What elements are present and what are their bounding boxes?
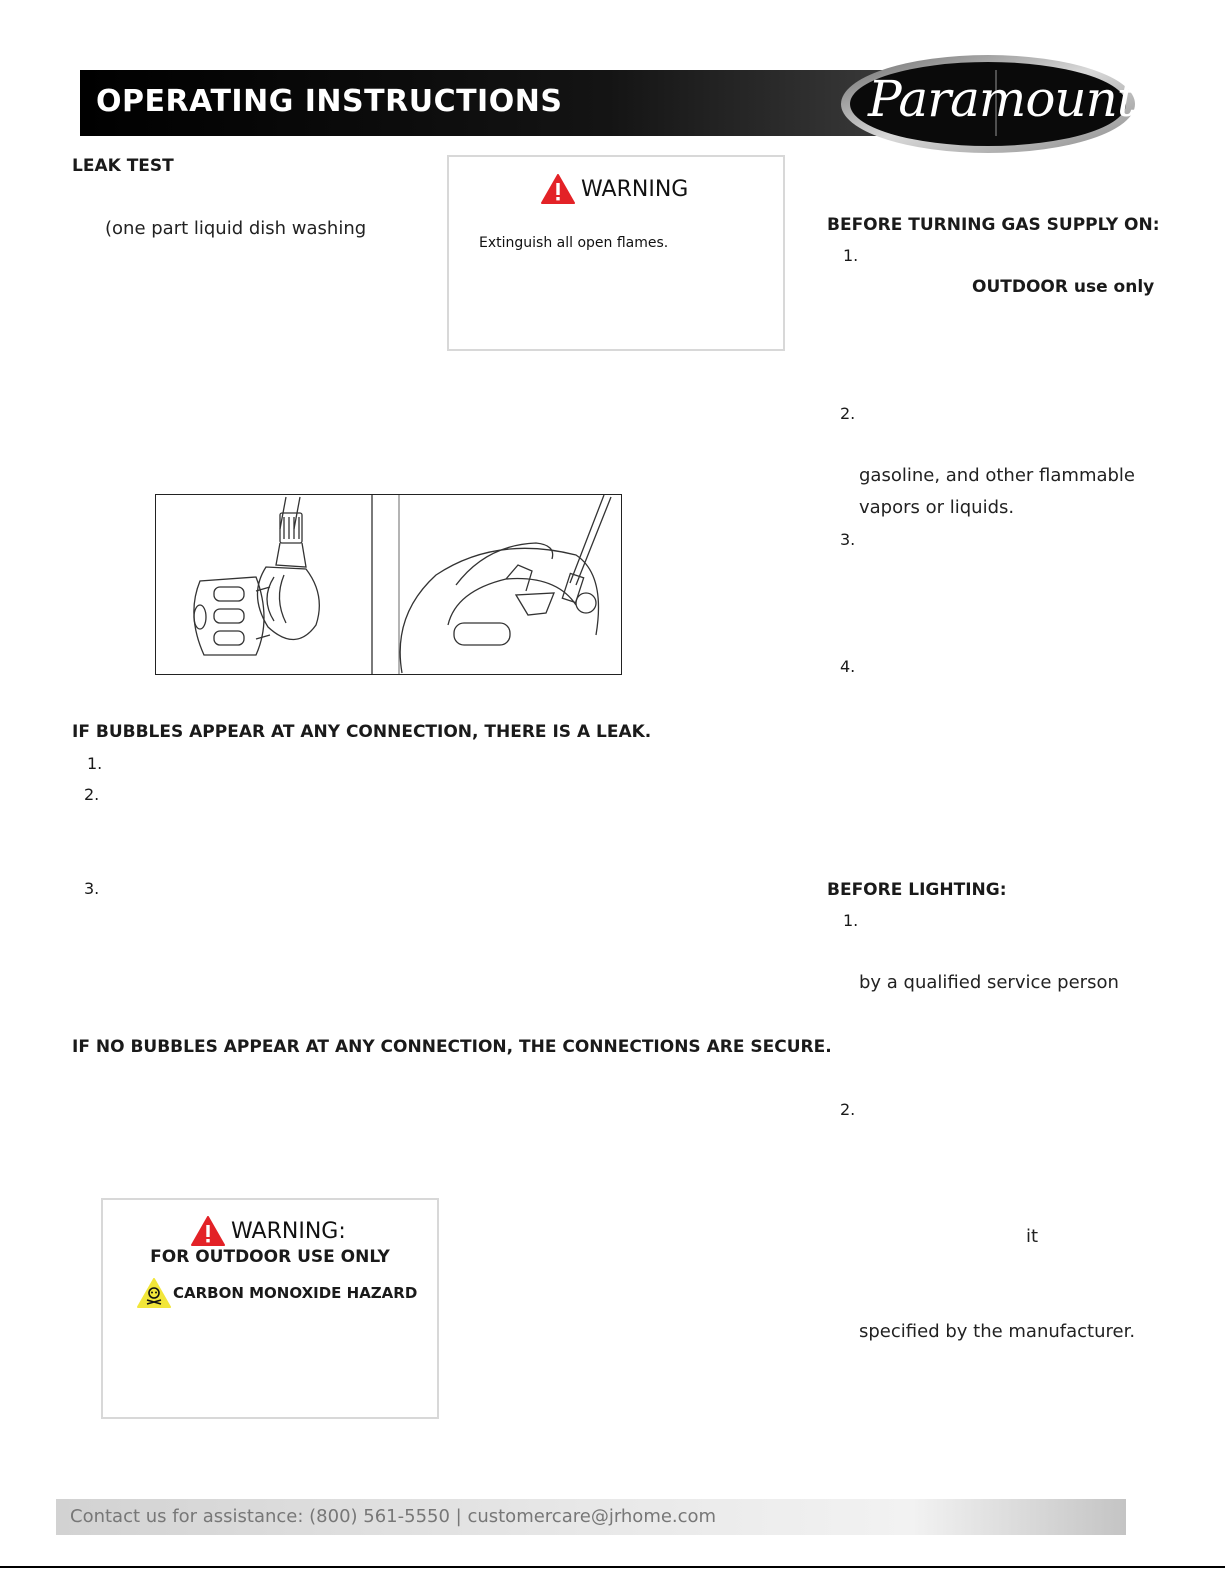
regulator-illustration xyxy=(156,495,621,674)
outdoor-use-only: OUTDOOR use only xyxy=(972,277,1155,297)
bubbles-secure-heading: IF NO BUBBLES APPEAR AT ANY CONNECTION, THE CONNECTIONS ARE SECURE. xyxy=(72,1037,832,1057)
warning-triangle-icon xyxy=(191,1216,225,1246)
outdoor-only-subtitle: FOR OUTDOOR USE ONLY xyxy=(150,1247,390,1267)
warning-title-2: WARNING: xyxy=(231,1218,346,1244)
before-gas-item-1-num: 1. xyxy=(843,246,859,265)
before-gas-heading: BEFORE TURNING GAS SUPPLY ON: xyxy=(827,215,1160,235)
leak-test-text: (one part liquid dish washing xyxy=(105,218,367,239)
co-hazard-row xyxy=(137,1278,417,1308)
warning-box-flames xyxy=(447,155,785,351)
bubbles-leak-item-2-num: 2. xyxy=(84,785,100,804)
before-gas-item-2-line-2: vapors or liquids. xyxy=(859,497,1015,518)
before-lighting-item-2-num: 2. xyxy=(840,1100,856,1119)
warning-box-outdoor xyxy=(101,1198,439,1419)
bubbles-leak-item-3-num: 3. xyxy=(84,879,100,898)
warning-header-2 xyxy=(191,1216,346,1246)
before-gas-item-2-num: 2. xyxy=(840,404,856,423)
bubbles-leak-heading: IF BUBBLES APPEAR AT ANY CONNECTION, THERE IS A LEAK. xyxy=(72,722,652,742)
logo-text: Paramount xyxy=(868,70,1136,128)
before-lighting-item-1-line: by a qualified service person xyxy=(859,972,1119,993)
brand-logo xyxy=(838,52,1138,156)
warning-triangle-icon xyxy=(541,174,575,204)
before-lighting-item-2-line-1: it xyxy=(1026,1226,1039,1247)
warning-text: Extinguish all open flames. xyxy=(479,235,669,251)
before-lighting-item-1-num: 1. xyxy=(843,911,859,930)
before-gas-item-3-num: 3. xyxy=(840,530,856,549)
warning-header xyxy=(541,174,688,204)
bottom-rule xyxy=(0,1566,1225,1568)
skull-hazard-icon xyxy=(137,1278,171,1308)
bubbles-leak-item-1-num: 1. xyxy=(87,754,103,773)
leak-test-heading: LEAK TEST xyxy=(72,156,174,176)
before-lighting-heading: BEFORE LIGHTING: xyxy=(827,880,1007,900)
contact-info: Contact us for assistance: (800) 561-5550 | customercare@jrhome.com xyxy=(70,1506,717,1527)
co-hazard-label: CARBON MONOXIDE HAZARD xyxy=(173,1284,418,1302)
warning-title: WARNING xyxy=(581,176,689,202)
before-gas-item-2-line-1: gasoline, and other flammable xyxy=(859,465,1136,486)
connection-figure xyxy=(155,494,622,675)
page-title: OPERATING INSTRUCTIONS xyxy=(96,84,563,119)
before-gas-item-4-num: 4. xyxy=(840,657,856,676)
before-lighting-item-2-line-2: specified by the manufacturer. xyxy=(859,1321,1136,1342)
